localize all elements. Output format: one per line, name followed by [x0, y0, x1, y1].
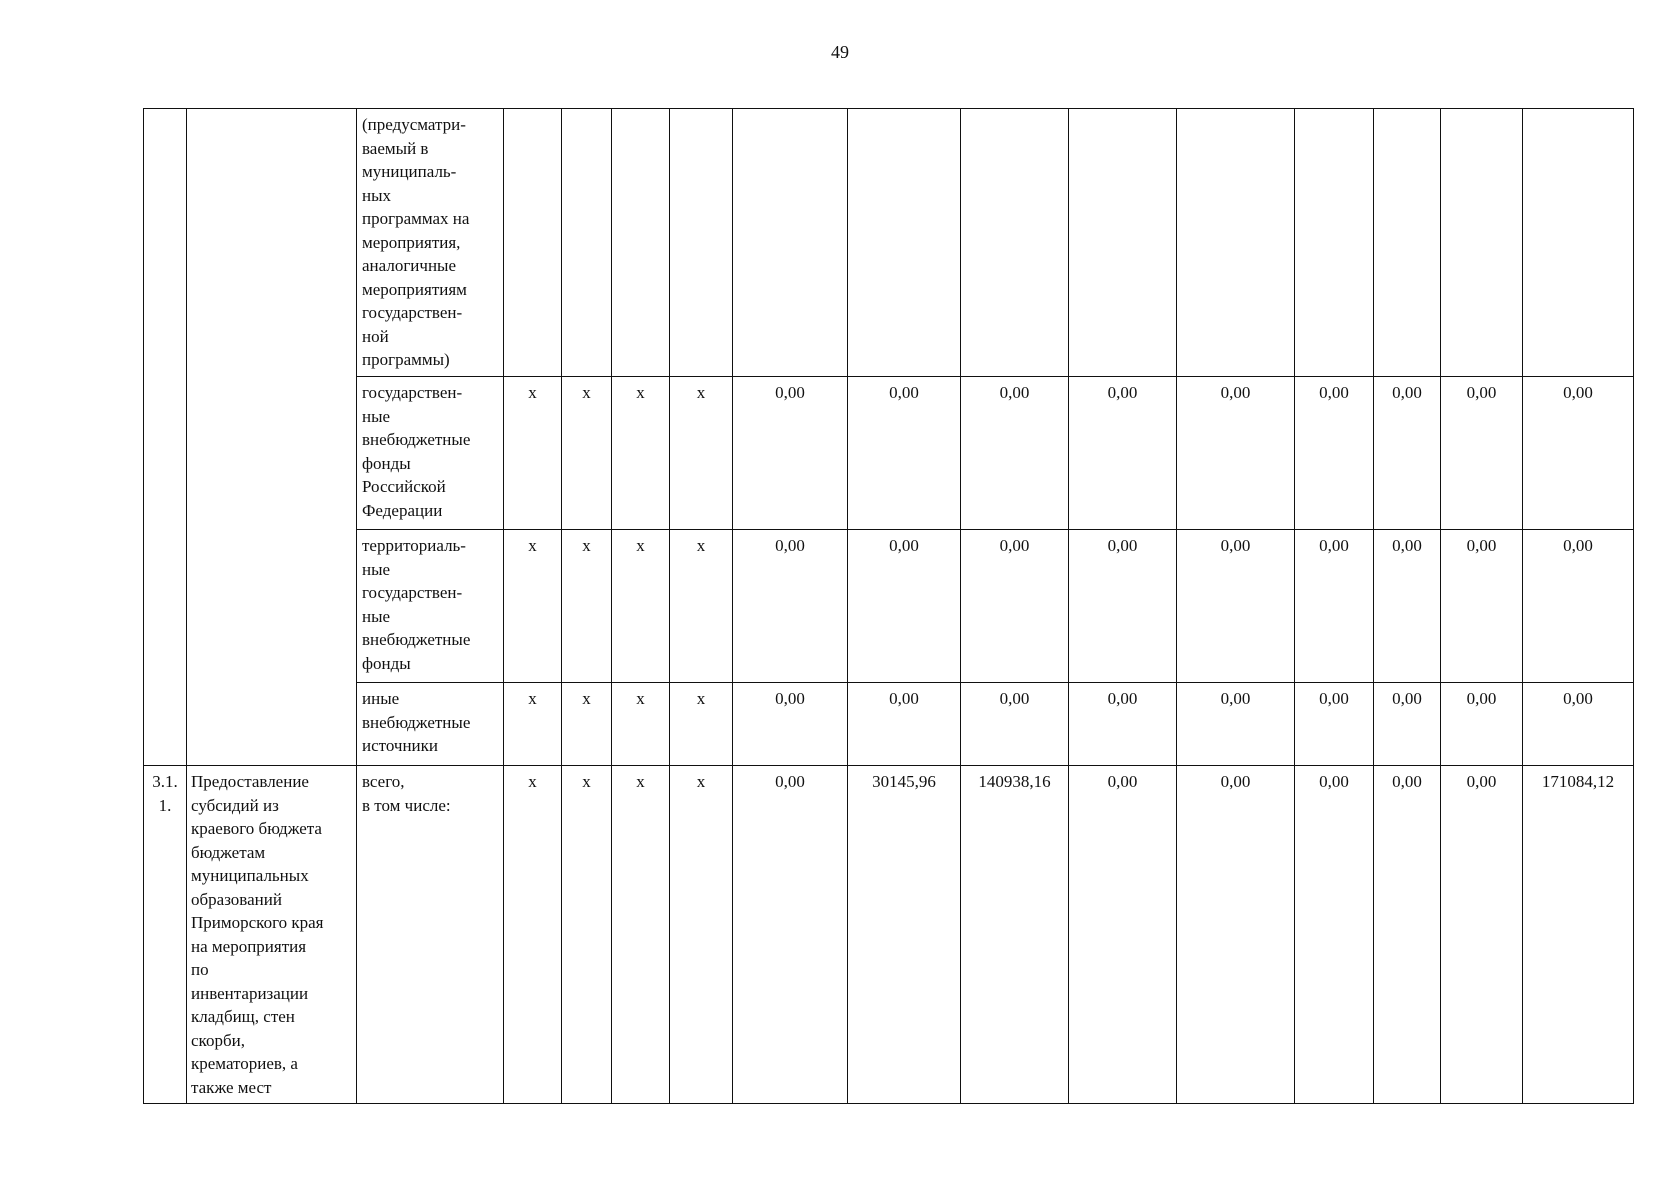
row-number-cell: 3.1. 1. — [144, 766, 187, 1104]
value-cell: 0,00 — [1177, 683, 1295, 766]
value-cell: 0,00 — [1523, 683, 1634, 766]
value-cell: 0,00 — [1441, 377, 1523, 530]
funding-source-cell: государствен- ные внебюджетные фонды Российской Федерации — [357, 377, 504, 530]
funding-source-cell: территориаль- ные государствен- ные внебюджетные фонды — [357, 530, 504, 683]
value-cell: 0,00 — [848, 377, 961, 530]
value-cell: 0,00 — [733, 683, 848, 766]
table-row — [144, 683, 1634, 766]
x-mark-cell: х — [612, 766, 670, 1104]
value-cell: 0,00 — [1374, 530, 1441, 683]
value-cell — [1295, 109, 1374, 377]
value-cell: 0,00 — [1523, 377, 1634, 530]
value-cell — [733, 109, 848, 377]
table-row — [144, 109, 1634, 377]
value-cell: 0,00 — [1374, 683, 1441, 766]
value-cell: 0,00 — [1069, 766, 1177, 1104]
value-cell: 0,00 — [1374, 766, 1441, 1104]
value-cell: 0,00 — [1295, 683, 1374, 766]
page-number: 49 — [831, 42, 849, 62]
value-cell: 0,00 — [1441, 683, 1523, 766]
value-cell: 0,00 — [1069, 377, 1177, 530]
funding-source-cell: всего, в том числе: — [357, 766, 504, 1104]
value-cell: 0,00 — [1441, 766, 1523, 1104]
x-mark-cell — [612, 109, 670, 377]
x-mark-cell — [504, 109, 562, 377]
value-cell: 0,00 — [1069, 683, 1177, 766]
x-mark-cell: х — [670, 377, 733, 530]
x-mark-cell: х — [562, 530, 612, 683]
value-cell: 0,00 — [848, 530, 961, 683]
x-mark-cell: х — [562, 683, 612, 766]
value-cell — [1069, 109, 1177, 377]
x-mark-cell: х — [562, 766, 612, 1104]
value-cell — [848, 109, 961, 377]
x-mark-cell: х — [504, 530, 562, 683]
table-row — [144, 530, 1634, 683]
value-cell: 0,00 — [1441, 530, 1523, 683]
x-mark-cell: х — [562, 377, 612, 530]
value-cell: 0,00 — [1069, 530, 1177, 683]
table-row — [144, 766, 1634, 1104]
x-mark-cell: х — [504, 377, 562, 530]
value-cell — [1523, 109, 1634, 377]
value-cell — [1441, 109, 1523, 377]
value-cell: 0,00 — [733, 377, 848, 530]
value-cell: 0,00 — [733, 766, 848, 1104]
activity-name-cell — [187, 109, 357, 766]
value-cell: 0,00 — [1177, 377, 1295, 530]
table-row — [144, 377, 1634, 530]
x-mark-cell: х — [612, 377, 670, 530]
activity-name-cell: Предоставление субсидий из краевого бюджета бюджетам муниципальных образований Приморского края на мероприятия по инвентаризации кладбищ, стен скорби, крематориев, а также мест — [187, 766, 357, 1104]
value-cell: 0,00 — [1295, 377, 1374, 530]
value-cell: 0,00 — [1177, 530, 1295, 683]
value-cell: 0,00 — [848, 683, 961, 766]
x-mark-cell: х — [670, 766, 733, 1104]
x-mark-cell — [670, 109, 733, 377]
value-cell: 171084,12 — [1523, 766, 1634, 1104]
funding-table — [143, 108, 1634, 1104]
value-cell: 0,00 — [961, 683, 1069, 766]
value-cell — [1177, 109, 1295, 377]
x-mark-cell: х — [670, 530, 733, 683]
x-mark-cell: х — [504, 766, 562, 1104]
value-cell: 0,00 — [961, 377, 1069, 530]
value-cell: 0,00 — [1295, 530, 1374, 683]
value-cell: 30145,96 — [848, 766, 961, 1104]
x-mark-cell: х — [612, 683, 670, 766]
funding-source-cell: (предусматри- ваемый в муниципаль- ных программах на мероприятия, аналогичные мероприятиям государствен- ной программы) — [357, 109, 504, 377]
value-cell: 0,00 — [1374, 377, 1441, 530]
value-cell: 0,00 — [1295, 766, 1374, 1104]
x-mark-cell: х — [504, 683, 562, 766]
value-cell: 0,00 — [733, 530, 848, 683]
x-mark-cell — [562, 109, 612, 377]
value-cell — [961, 109, 1069, 377]
value-cell: 140938,16 — [961, 766, 1069, 1104]
value-cell — [1374, 109, 1441, 377]
value-cell: 0,00 — [961, 530, 1069, 683]
x-mark-cell: х — [670, 683, 733, 766]
value-cell: 0,00 — [1177, 766, 1295, 1104]
row-number-cell — [144, 109, 187, 766]
value-cell: 0,00 — [1523, 530, 1634, 683]
x-mark-cell: х — [612, 530, 670, 683]
funding-source-cell: иные внебюджетные источники — [357, 683, 504, 766]
